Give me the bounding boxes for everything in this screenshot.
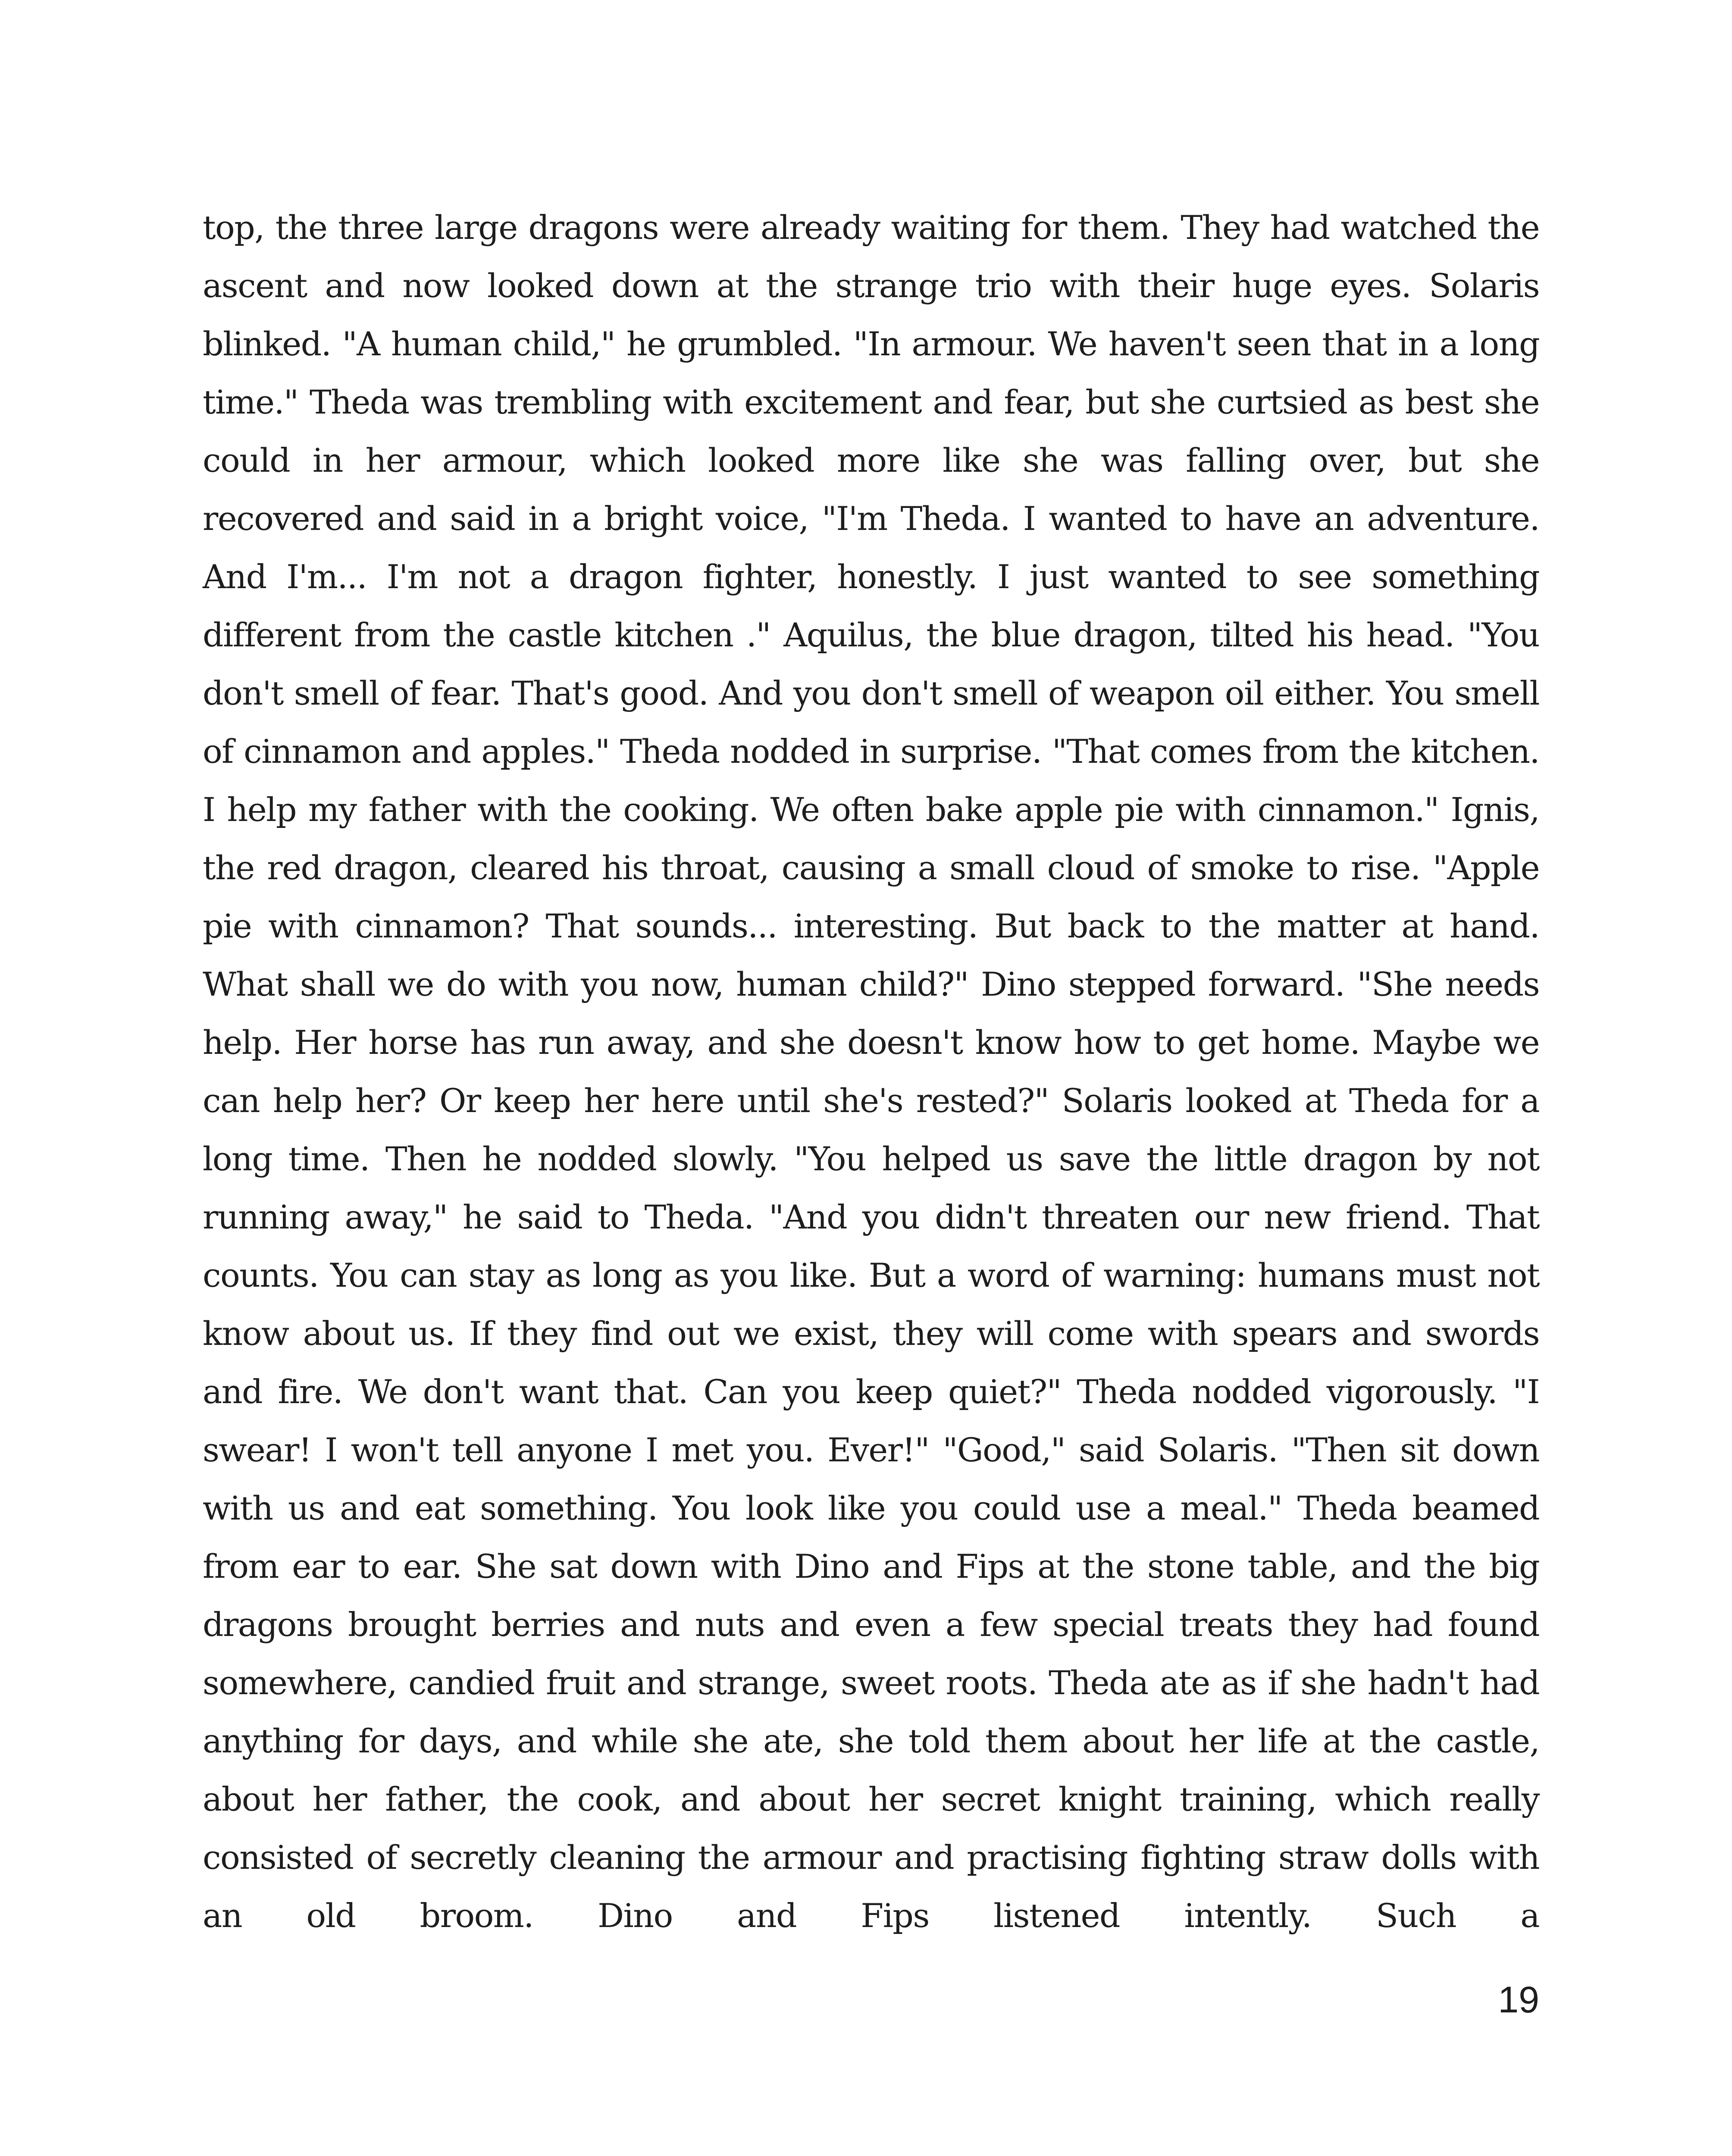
body-paragraph: top, the three large dragons were already waiting for them. They had watched the ascent and now looked down at the strange trio with their huge eyes. Solaris blinked. "A human child," he grumbled. "In armour. We haven't seen that in a long time." Theda was trembling with excitement and fear, but she curtsied as best she could in her armour, which looked more like she was falling over, but she recovered and said in a bright voice, "I'm Theda. I wanted to have an adventure. And I'm... I'm not a dragon fighter, honestly. I just wanted to see something different from the castle kitchen ." Aquilus, the blue dragon, tilted his head. "You don't smell of fear. That's good. And you don't smell of weapon oil either. You smell of cinnamon and apples." Theda nodded in surprise. "That comes from the kitchen. I help my father with the cooking. We often bake apple pie with cinnamon." Ignis, the red dragon, cleared his throat, causing a small cloud of smoke to rise. "Apple pie with cinnamon? That sounds... interesting. But back to the matter at hand. What shall we do with you now, human child?" Dino stepped forward. "She needs help. Her horse has run away, and she doesn't know how to get home. Maybe we can help her? Or keep her here until she's rested?" Solaris looked at Theda for a long time. Then he nodded slowly. "You helped us save the little dragon by not running away," he said to Theda. "And you didn't threaten our new friend. That counts. You can stay as long as you like. But a word of warning: humans must not know about us. If they find out we exist, they will come with spears and swords and fire. We don't want that. Can you keep quiet?" Theda nodded vigorously. "I swear! I won't tell anyone I met you. Ever!" "Good," said Solaris. "Then sit down with us and eat something. You look like you could use a meal." Theda beamed from ear to ear. She sat down with Dino and Fips at the stone table, and the big dragons brought berries and nuts and even a few special treats they had found somewhere, candied fruit and strange, sweet roots. Theda ate as if she hadn't had anything for days, and while she ate, she told them about her life at the castle, about her father, the cook, and about her secret knight training, which really consisted of secretly cleaning the armour and practising fighting straw dolls with an old broom. Dino and Fips listened intently. Such a	[203, 208, 1539, 1935]
page-number: 19	[1498, 1979, 1539, 2021]
